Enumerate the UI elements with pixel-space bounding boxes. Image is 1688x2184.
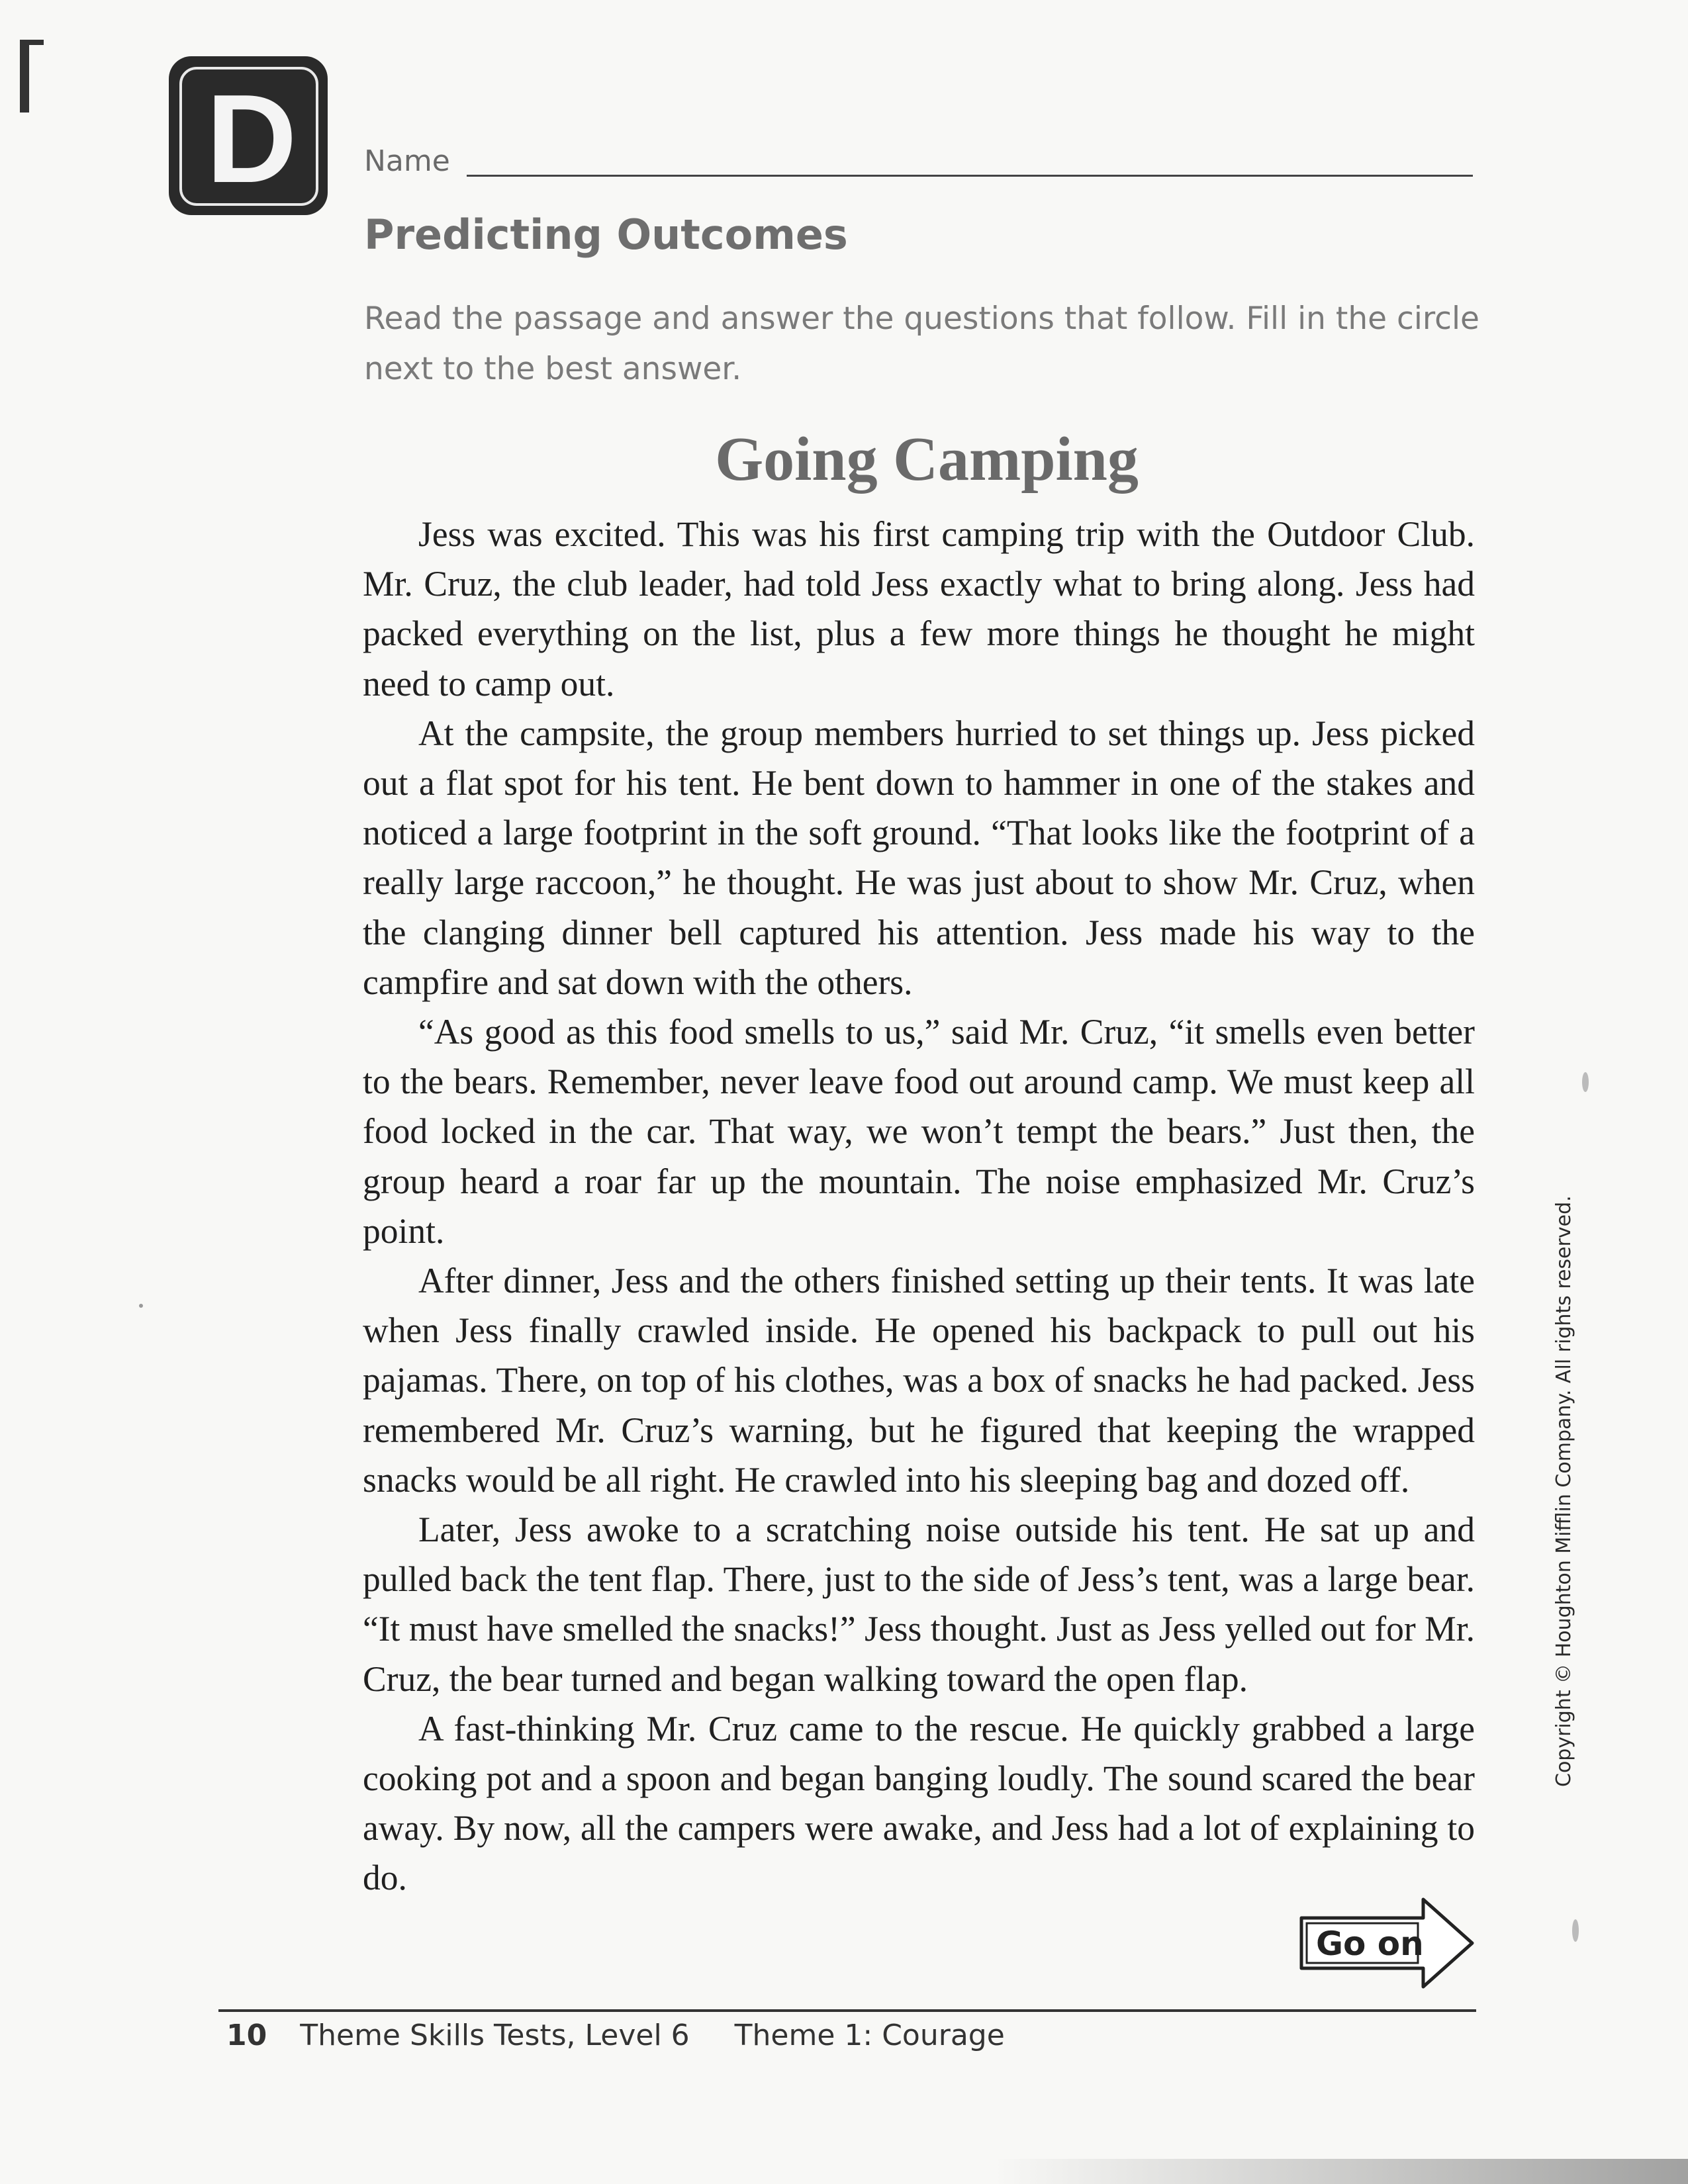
- name-field[interactable]: [364, 144, 1476, 184]
- page-footer: [226, 2019, 1005, 2052]
- go-on-indicator: [1297, 1897, 1476, 1989]
- scan-speck: [1572, 1919, 1579, 1942]
- passage-body: [363, 510, 1475, 1903]
- passage-paragraph: “As good as this food smells to us,” said Mr. Cruz, “it smells even better to the bears. Remember, never leave food out around camp. We must keep all food locked in the car. That way, we won’t tempt the bears.” Just then, the group heard a roar far up the mountain. The noise emphasized Mr. Cruz’s point.: [363, 1012, 1475, 1251]
- passage-paragraph: A fast-thinking Mr. Cruz came to the rescue. He quickly grabbed a large cooking pot and a spoon and began banging loudly. The sound scared the bear away. By now, all the campers were awake, and Jess had a lot of explaining to do.: [363, 1708, 1475, 1898]
- name-label: Name: [364, 144, 450, 178]
- instructions: Read the passage and answer the questions that follow. Fill in the circle next to the best answer.: [364, 300, 1479, 387]
- passage-title: Going Camping: [715, 425, 1139, 494]
- page-number: 10: [226, 2019, 267, 2052]
- level-badge: [169, 56, 328, 215]
- scan-speck: [139, 1304, 143, 1308]
- go-on-label: Go on: [1316, 1925, 1424, 1963]
- footer-rule: [218, 2009, 1476, 2012]
- passage-paragraph: At the campsite, the group members hurried to set things up. Jess picked out a flat spot for his tent. He bent down to hammer in one of the stakes and noticed a large footprint in the soft ground. “That looks like the footprint of a really large raccoon,” he thought. He was just about to show Mr. Cruz, when the clanging dinner bell captured his attention. Jess made his way to the campfire and sat down with the others.: [363, 713, 1475, 1002]
- theme-title: Theme 1: Courage: [734, 2019, 1005, 2052]
- level-badge-ring: [179, 67, 318, 209]
- scan-edge-mark: [20, 40, 44, 45]
- passage-paragraph: After dinner, Jess and the others finished setting up their tents. It was late when Jess finally crawled inside. He opened his backpack to pull out his pajamas. There, on top of his clothes, was a box of snacks he had packed. Jess remembered Mr. Cruz’s warning, but he figured that keeping the wrapped snacks would be all right. He crawled into his sleeping bag and dozed off.: [363, 1261, 1475, 1500]
- level-badge-letter: D: [206, 69, 297, 209]
- passage-paragraph: Jess was excited. This was his first camping trip with the Outdoor Club. Mr. Cruz, the club leader, had told Jess exactly what to bring along. Jess had packed everything on the list, plus a few more things he thought he might need to camp out.: [363, 514, 1475, 704]
- scan-edge-mark: [20, 40, 29, 113]
- passage-paragraph: Later, Jess awoke to a scratching noise outside his tent. He sat up and pulled back the tent flap. There, just to the side of Jess’s tent, was a large bear. “It must have smelled the snacks!” Jess thought. Just as Jess yelled out for Mr. Cruz, the bear turned and began walking toward the open flap.: [363, 1510, 1475, 1699]
- copyright-notice: Copyright © Houghton Mifflin Company. All rights reserved.: [1552, 1195, 1575, 1787]
- scan-speck: [1582, 1072, 1589, 1092]
- book-title: Theme Skills Tests, Level 6: [300, 2019, 690, 2052]
- name-write-line[interactable]: [467, 175, 1473, 177]
- scan-smudge: [993, 2159, 1688, 2184]
- section-title: Predicting Outcomes: [364, 210, 848, 259]
